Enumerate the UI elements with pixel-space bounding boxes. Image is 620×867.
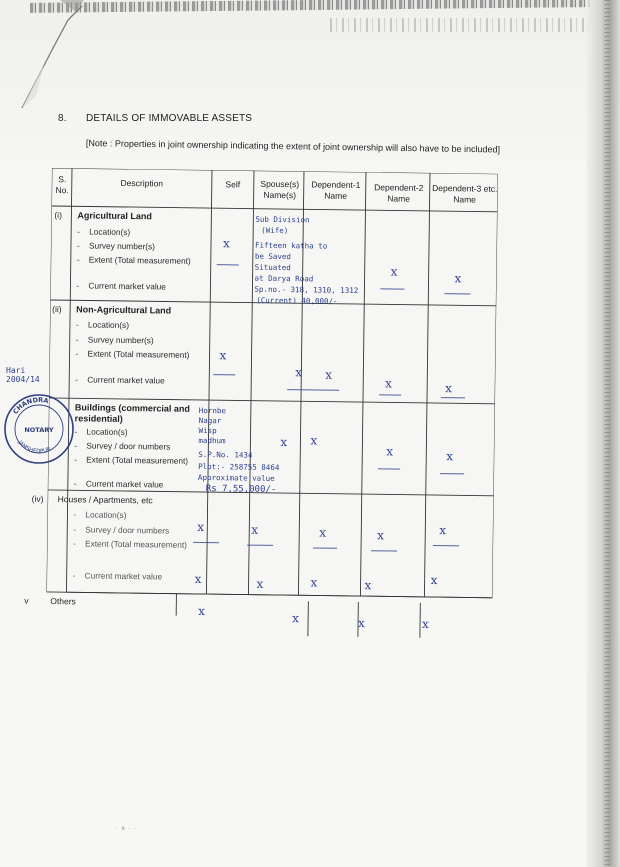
header-description: Description bbox=[120, 177, 164, 189]
cross-mark: x bbox=[319, 525, 327, 540]
section-number: 8. bbox=[58, 113, 67, 124]
cross-mark: x bbox=[310, 575, 318, 590]
scan-noise-right-edge bbox=[604, 0, 610, 867]
stamp-top-text: CHANDRA bbox=[11, 395, 50, 416]
cross-mark: x bbox=[421, 616, 429, 631]
handwriting-row1-line7: Sp.no.- 318, 1310, 1312 bbox=[254, 284, 359, 296]
cross-mark: x bbox=[310, 433, 318, 448]
header-dependent-2: Dependent-2 Name bbox=[374, 182, 424, 204]
row-1-sno: (i) bbox=[54, 210, 63, 221]
header-dependent-3: Dependent-3 etc. Name bbox=[432, 182, 498, 205]
header-dependent-1: Dependent-1 Name bbox=[311, 179, 361, 201]
cross-mark: x bbox=[386, 444, 394, 459]
margin-handwritten-note bbox=[6, 366, 40, 384]
handwriting-row3-detail-2: Plot:- 258755 8464 bbox=[198, 461, 280, 473]
cross-mark: x bbox=[280, 435, 288, 450]
svg-text:JAMSHEDPUR bbox=[16, 439, 52, 455]
handwriting-row1-line3: Fifteen katha to bbox=[254, 240, 328, 251]
cross-mark: x bbox=[325, 367, 333, 382]
cross-mark: x bbox=[295, 365, 303, 380]
handwriting-row1-line8: (Current) 40,000/- bbox=[256, 295, 338, 306]
row-1-item-2: - Survey number(s) bbox=[76, 240, 155, 252]
row-1-title: Agricultural Land bbox=[77, 210, 152, 222]
cross-mark: x bbox=[194, 571, 202, 586]
row-4-item-4: - Current market value bbox=[72, 570, 163, 582]
header-spouse: Spouse(s) Name(s) bbox=[260, 178, 300, 201]
row-4-item-3: - Extent (Total measurement) bbox=[73, 538, 188, 550]
header-sno: S. No. bbox=[55, 174, 69, 196]
cross-mark: x bbox=[439, 523, 447, 538]
handwriting-row3-note-1: Hornbe bbox=[198, 405, 226, 416]
cross-mark: x bbox=[445, 381, 453, 396]
cross-mark: x bbox=[377, 528, 385, 543]
row-4-title: Houses / Apartments, etc bbox=[57, 494, 153, 506]
row-5-sno: v bbox=[24, 595, 29, 606]
section-heading bbox=[58, 113, 252, 124]
handwriting-row1-line4: be Saved bbox=[254, 251, 292, 262]
header-self: Self bbox=[225, 179, 241, 190]
folded-corner-mark bbox=[0, 0, 110, 110]
cross-mark: x bbox=[197, 519, 205, 535]
handwriting-row3-detail-3: Approximate value bbox=[197, 472, 275, 483]
row-2-sno: (ii) bbox=[52, 304, 62, 315]
cross-mark: x bbox=[385, 376, 393, 391]
margin-note-line-1: Hari bbox=[6, 366, 26, 375]
section-title: DETAILS OF IMMOVABLE ASSETS bbox=[86, 113, 253, 124]
handwriting-row3-detail-1: S.P.No. 1434 bbox=[198, 449, 253, 460]
margin-note-line-2: 2004/14 bbox=[6, 375, 40, 384]
cross-mark: x bbox=[454, 271, 462, 286]
row-2-title: Non-Agricultural Land bbox=[76, 304, 172, 316]
scan-noise-top bbox=[30, 0, 590, 13]
handwriting-row1-line6: at Darya Road bbox=[254, 273, 314, 284]
handwriting-row3-note-2: Nagar bbox=[198, 415, 222, 426]
row-3-item-3: - Extent (Total measurement) bbox=[74, 454, 189, 466]
handwriting-row3-detail-4: Rs 7,55,000/- bbox=[205, 484, 277, 495]
handwriting-row3-note-4: madhum bbox=[198, 435, 226, 446]
section-note: [Note : Properties in joint ownership indicating the extent of joint ownership will also have to be included] bbox=[85, 137, 501, 155]
notary-stamp-seal bbox=[2, 392, 76, 466]
cross-mark: x bbox=[256, 576, 264, 591]
row-4-item-1: - Location(s) bbox=[73, 509, 127, 521]
row-2-item-2: - Survey number(s) bbox=[75, 334, 154, 346]
cross-mark: x bbox=[357, 616, 365, 631]
handwriting-row3-note-3: Wisp bbox=[198, 425, 217, 436]
scan-noise-bottom: · ʌ · · bbox=[116, 826, 137, 832]
cross-mark: x bbox=[219, 348, 227, 363]
cross-mark: x bbox=[198, 603, 206, 619]
cross-mark: x bbox=[222, 236, 230, 251]
row-4-sno: (iv) bbox=[31, 493, 44, 504]
cross-mark: x bbox=[364, 578, 372, 593]
row-5-title: Others bbox=[50, 596, 76, 607]
scan-shadow-right-edge bbox=[586, 0, 620, 867]
handwriting-row1-line1: Sub Division bbox=[255, 214, 310, 225]
row-1-item-1: - Location(s) bbox=[77, 226, 131, 238]
row-4-item-2: - Survey / door numbers bbox=[73, 524, 170, 536]
cross-mark: x bbox=[292, 611, 300, 626]
stamp-bottom-text: JAMSHEDPUR bbox=[16, 439, 52, 455]
row-3-title: Buildings (commercial and residential) bbox=[74, 402, 190, 424]
row-2-item-1: - Location(s) bbox=[75, 319, 130, 331]
cross-mark: x bbox=[251, 522, 259, 537]
scan-noise-top-right bbox=[330, 18, 590, 32]
handwriting-row1-line5: Situated bbox=[254, 262, 291, 273]
cross-mark: x bbox=[446, 449, 454, 464]
stamp-center-text: NOTARY bbox=[24, 426, 54, 434]
row-1-item-3: - Extent (Total measurement) bbox=[76, 254, 191, 266]
row-1-item-4: - Current market value bbox=[76, 280, 166, 292]
row-3-item-4: - Current market value bbox=[73, 478, 164, 490]
cross-mark: x bbox=[390, 264, 398, 279]
row-2-item-3: - Extent (Total measurement) bbox=[75, 348, 190, 360]
row-3-item-1: - Location(s) bbox=[74, 426, 128, 438]
cross-mark: x bbox=[430, 572, 438, 588]
row-3-item-2: - Survey / door numbers bbox=[74, 440, 171, 452]
row-2-item-4: - Current market value bbox=[75, 374, 165, 386]
handwriting-row1-line2: (Wife) bbox=[261, 225, 289, 236]
